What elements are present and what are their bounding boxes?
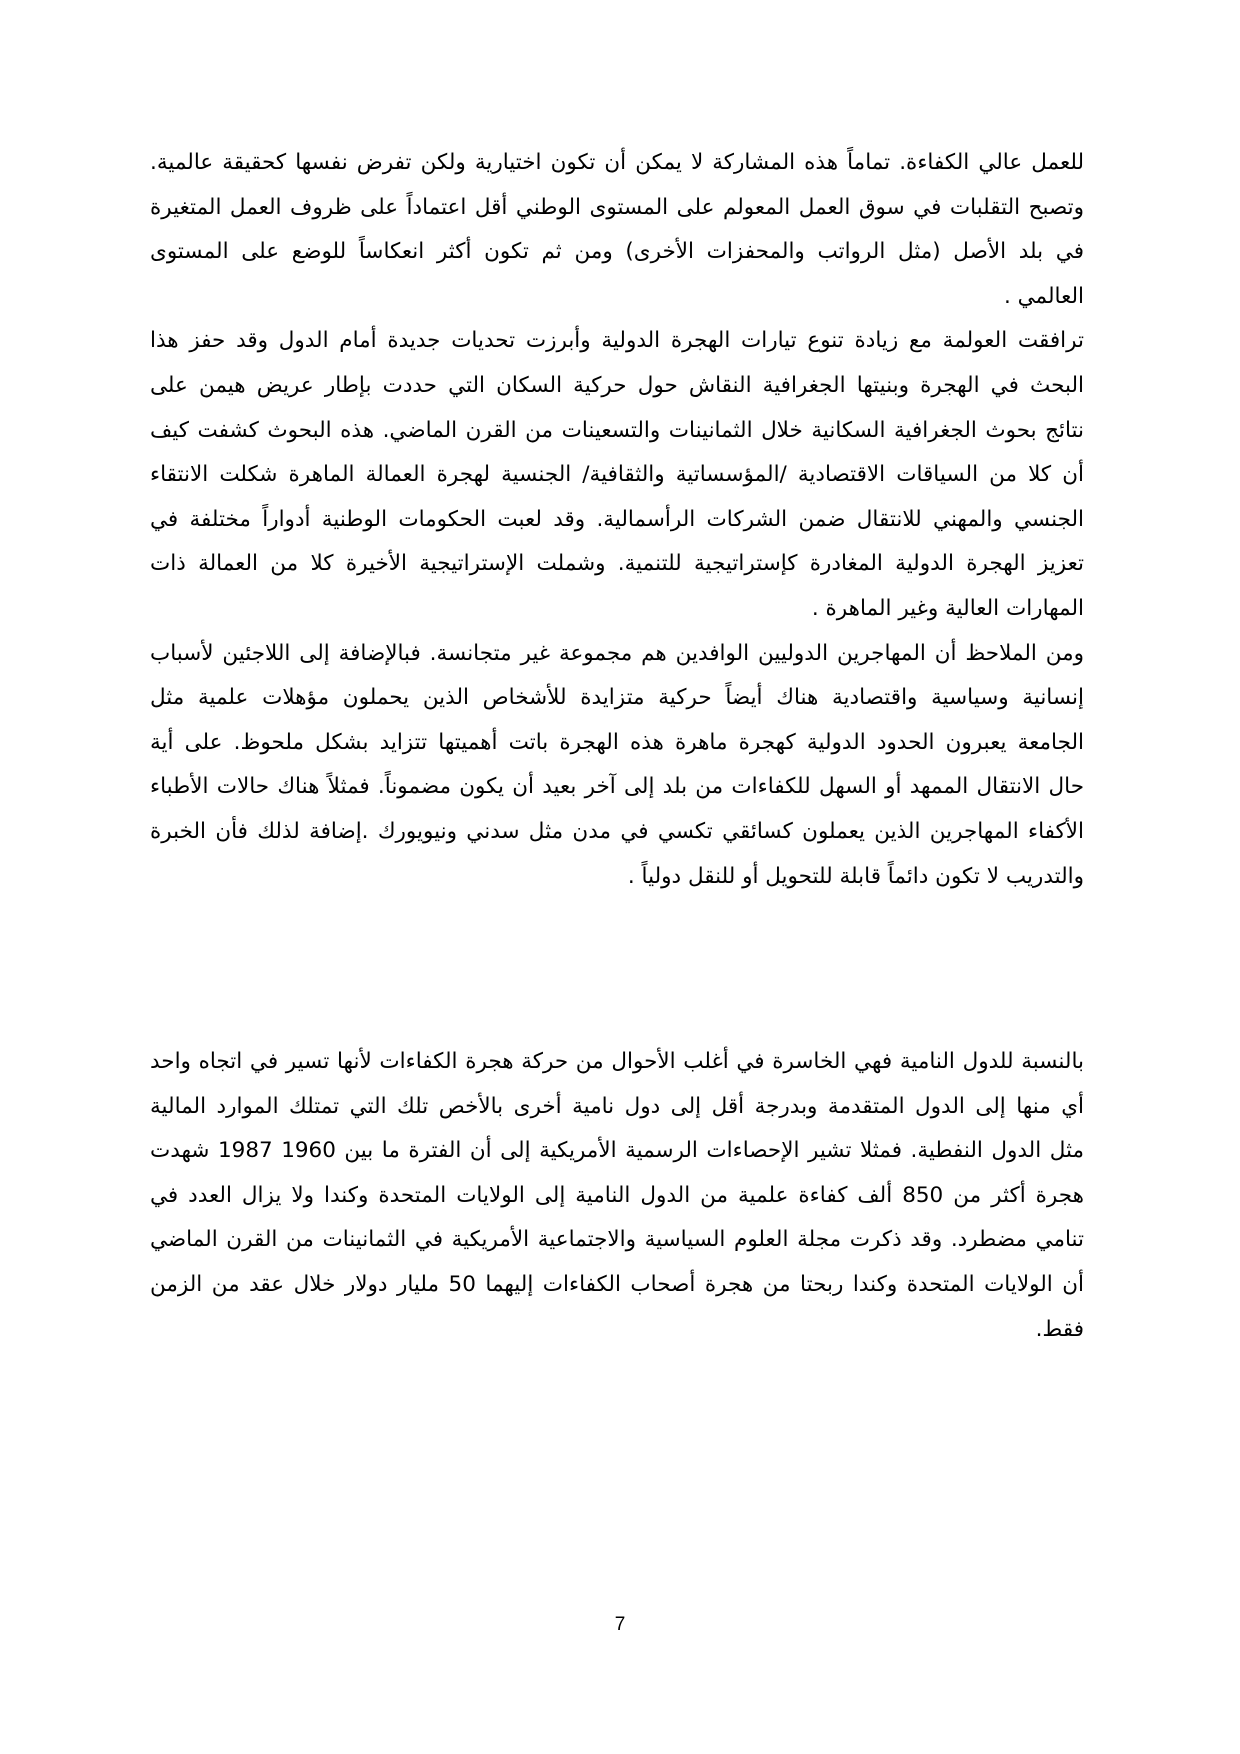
text-line: الجامعة يعبرون الحدود الدولية كهجرة ماهرة هذه الهجرة باتت أهميتها تتزايد بشكل ملحوظ. على أية	[150, 729, 1084, 755]
text-line: فقط.	[1035, 1316, 1084, 1342]
text-line: تنامي مضطرد. وقد ذكرت مجلة العلوم السياسية والاجتماعية الأمريكية في الثمانينات من القرن الماضي	[150, 1227, 1084, 1253]
text-line: مثل الدول النفطية. فمثلا تشير الإحصاءات الرسمية الأمريكية إلى أن الفترة ما بين 1960 1987 شهدت	[150, 1138, 1084, 1164]
text-line: العالمي .	[1003, 283, 1084, 309]
text-line: نتائج بحوث الجغرافية السكانية خلال الثمانينات والتسعينات من القرن الماضي. هذه البحوث كشفت كيف	[150, 417, 1084, 443]
page-number: 7	[614, 1614, 626, 1635]
text-line: بالنسبة للدول النامية فهي الخاسرة في أغلب الأحوال من حركة هجرة الكفاءات لأنها تسير في اتجاه واحد	[150, 1049, 1084, 1074]
text-line: الأكفاء المهاجرين الذين يعملون كسائقي تكسي في مدن مثل سدني ونيويورك .إضافة لذلك فأن الخبرة	[150, 818, 1084, 844]
text-line: حال الانتقال الممهد أو السهل للكفاءات من بلد إلى آخر بعيد أن يكون مضموناً. فمثلاً هناك حالات الأطباء	[150, 774, 1084, 800]
text-line: والتدريب لا تكون دائماً قابلة للتحويل أو للنقل دولياً .	[627, 863, 1084, 889]
text-line: تعزيز الهجرة الدولية المغادرة كإستراتيجية للتنمية. وشملت الإستراتيجية الأخيرة كلا من العمالة ذات	[150, 551, 1084, 577]
text-line: وتصبح التقلبات في سوق العمل المعولم على المستوى الوطني أقل اعتماداً على ظروف العمل المتغيرة	[150, 194, 1084, 220]
paragraph-4	[150, 1040, 1084, 1352]
text-line: ومن الملاحظ أن المهاجرين الدوليين الوافدين هم مجموعة غير متجانسة. فبالإضافة إلى اللاجئين لأسباب	[150, 640, 1084, 666]
text-line: أن كلا من السياقات الاقتصادية /المؤسساتية والثقافية/ الجنسية لهجرة العمالة الماهرة شكلت الانتقاء	[150, 462, 1084, 488]
text-line: ترافقت العولمة مع زيادة تنوع تيارات الهجرة الدولية وأبرزت تحديات جديدة أمام الدول وقد حفز هذا	[150, 328, 1084, 354]
paragraph-2	[150, 319, 1084, 631]
text-block-lower	[150, 1040, 1084, 1352]
text-line: إنسانية وسياسية واقتصادية هناك أيضاً حركية متزايدة للأشخاص الذين يحملون مؤهلات علمية مثل	[150, 685, 1084, 711]
text-line: أي منها إلى الدول المتقدمة وبدرجة أقل إلى دول نامية أخرى بالأخص تلك التي تمتلك الموارد المالية	[150, 1093, 1084, 1119]
text-line: أن الولايات المتحدة وكندا ربحتا من هجرة أصحاب الكفاءات إليهما 50 مليار دولار خلال عقد من الزمن	[150, 1271, 1084, 1297]
text-line: للعمل عالي الكفاءة. تماماً هذه المشاركة لا يمكن أن تكون اختيارية ولكن تفرض نفسها كحقيقة عالمية.	[150, 150, 1084, 175]
text-line: في بلد الأصل (مثل الرواتب والمحفزات الأخرى) ومن ثم تكون أكثر انعكاساً للوضع على المستوى	[150, 239, 1084, 265]
paragraph-3	[150, 632, 1084, 900]
text-line: المهارات العالية وغير الماهرة .	[811, 595, 1084, 621]
text-block-upper	[150, 141, 1084, 899]
text-line: هجرة أكثر من 850 ألف كفاءة علمية من الدول النامية إلى الولايات المتحدة وكندا ولا يزال العدد في	[150, 1182, 1084, 1208]
text-line: الجنسي والمهني للانتقال ضمن الشركات الرأسمالية. وقد لعبت الحكومات الوطنية أدواراً مختلفة في	[150, 506, 1084, 532]
paragraph-1	[150, 141, 1084, 319]
text-line: البحث في الهجرة وبنيتها الجغرافية النقاش حول حركية السكان التي حددت بإطار عريض هيمن على	[150, 372, 1084, 398]
